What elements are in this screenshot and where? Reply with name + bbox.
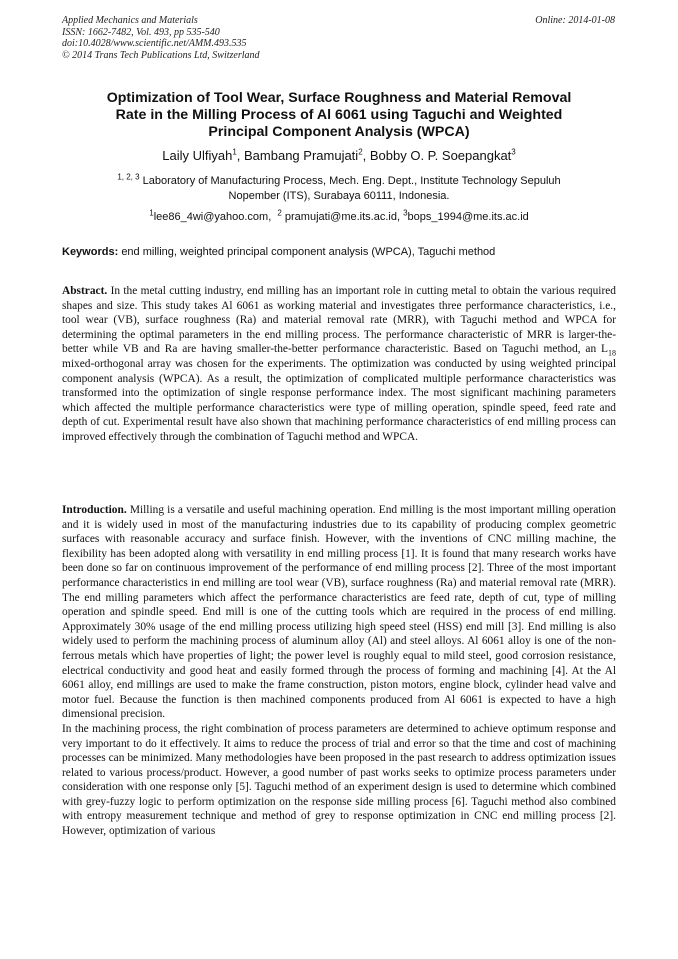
title-line: Rate in the Milling Process of Al 6061 using Taguchi and Weighted <box>115 107 563 123</box>
paper-title <box>72 90 606 141</box>
doi-line: doi:10.4028/www.scientific.net/AMM.493.535 <box>62 38 247 49</box>
email-list <box>60 210 618 225</box>
email-address[interactable]: bops_1994@me.its.ac.id <box>407 211 529 223</box>
author-sup: 1 <box>232 147 237 157</box>
title-line: Optimization of Tool Wear, Surface Roughness and Material Removal <box>106 90 572 106</box>
email-sup: 2 <box>277 208 282 218</box>
author-list: Laily Ulfiyah$^1$, Bambang Pramujati$^2$, Bobby O. P. Soepangkat$^3$ <box>162 147 516 163</box>
introduction-label: Introduction. <box>62 504 127 516</box>
introduction-paragraph: In the machining process, the right combination of process parameters are determined to achieve optimum response and very important to do it effectively. It aims to reduce the process of trial and error so that the time and cost of machining processes can be minimized. Many methodologies have been proposed in the past research to address optimization issues related to various process/product. However, a good number of past works seeks to optimize process parameters under consideration with one response only [5]. Taguchi method of an experiment design is used to determine which combined with grey-fuzzy logic to perform optimization on the response side milling process [6]. Taguchi method also combined with entropy measurement technique and method of grey to response optimization in CNC end milling process [2]. However, optimization of various <box>62 722 616 838</box>
journal-header <box>62 15 260 61</box>
affiliation <box>60 174 618 204</box>
email-sup: 3 <box>403 208 408 218</box>
author-name: Laily Ulfiyah <box>162 148 233 163</box>
affiliation-sup: 1, 2, 3 <box>117 172 140 182</box>
introduction-paragraph: Milling is a versatile and useful machining operation. End milling is the most important milling operation and it is widely used in most of the manufacturing industries due to its capability of producing complex geometric surfaces with reasonable accuracy and surface finish. However, with the inventions of CNC milling machine, the flexibility has been adopted along with versatility in end milling process [1]. It is found that many research works have been done so far on continuous improvement of the performance of end milling process [2]. Three of the most important performance characteristics in end milling are tool wear (VB), surface roughness (Ra) and material removal rate (MRR). The end milling parameters which affect the performance characteristics are feed rate, depth of cut, type of milling operation and spindle speed. End mill is one of the cutting tools which are required in the process of end milling. Approximately 30% usage of the end milling process utilizing high speed steel (HSS) end mill [3]. End milling is also widely used to perform the machining process of aluminum alloy (Al) and steel alloys. Al 6061 alloy is one of the non-ferrous metals which have properties of light; the power level is roughly equal to mild steel, good corrosion resistance, electrical conductivity and good heat and easily formed through the process of forming and machining [4]. At the Al 6061 alloy, end millings are used to make the frame construction, piston motors, engine block, cylinder head valve and motor fuel. Because the function is then machined components produced from Al 6061 is expected to have a high dimensional precision. <box>62 504 616 721</box>
affiliation-line: Nopember (ITS), Surabaya 60111, Indonesia. <box>228 190 450 202</box>
keywords-text: end milling, weighted principal component analysis (WPCA), Taguchi method <box>121 246 496 258</box>
abstract <box>62 284 616 445</box>
keywords <box>62 245 616 260</box>
author-name: Bobby O. P. Soepangkat <box>369 148 512 163</box>
issn-line: ISSN: 1662-7482, Vol. 493, pp 535-540 <box>62 26 220 38</box>
copyright-line: © 2014 Trans Tech Publications Ltd, Switzerland <box>62 49 260 61</box>
abstract-text: In the metal cutting industry, end milling has an important role in cutting metal to obtain the various required shapes and size. This study takes Al 6061 as working material and investigates three performance characteristics, i.e., tool wear (VB), surface roughness (Ra) and material removal rate (MRR), with Taguchi method and WPCA for determining the optimal parameters in the end milling process. The performance characteristic of MRR is larger-the-better while VB and Ra are having smaller-the-better performance characteristic. Based on Taguchi method, an L <box>62 285 616 356</box>
abstract-text: mixed-orthogonal array was chosen for the experiments. The optimization was conducted by using weighted principal component analysis (WPCA). As a result, the optimization of complicated multiple performance characteristics was transformed into the optimization of single response performance index. The most significant machining parameters which affected the multiple performance characteristics were type of milling operation, spindle speed, feed rate and depth of cut. Experimental result have also shown that machining performance characteristics of end milling process can improved effectively through the combination of Taguchi method and WPCA. <box>62 357 616 443</box>
abstract-label: Abstract. <box>62 285 108 297</box>
array-subscript: 18 <box>608 348 616 358</box>
online-date: Online: 2014-01-08 <box>535 15 615 26</box>
email-address[interactable]: lee86_4wi@yahoo.com, <box>153 211 272 223</box>
author-sup: 2 <box>358 147 363 157</box>
email-sup: 1 <box>149 208 154 218</box>
journal-name: Applied Mechanics and Materials <box>62 15 198 26</box>
email-address[interactable]: pramujati@me.its.ac.id, <box>284 211 400 223</box>
introduction <box>62 503 616 839</box>
keywords-label: Keywords: <box>62 246 119 258</box>
author-sup: 3 <box>511 147 516 157</box>
title-line: Principal Component Analysis (WPCA) <box>208 124 470 140</box>
author-name: Bambang Pramujati <box>244 148 359 163</box>
affiliation-line: Laboratory of Manufacturing Process, Mech. Eng. Dept., Institute Technology Sepuluh <box>142 175 561 187</box>
